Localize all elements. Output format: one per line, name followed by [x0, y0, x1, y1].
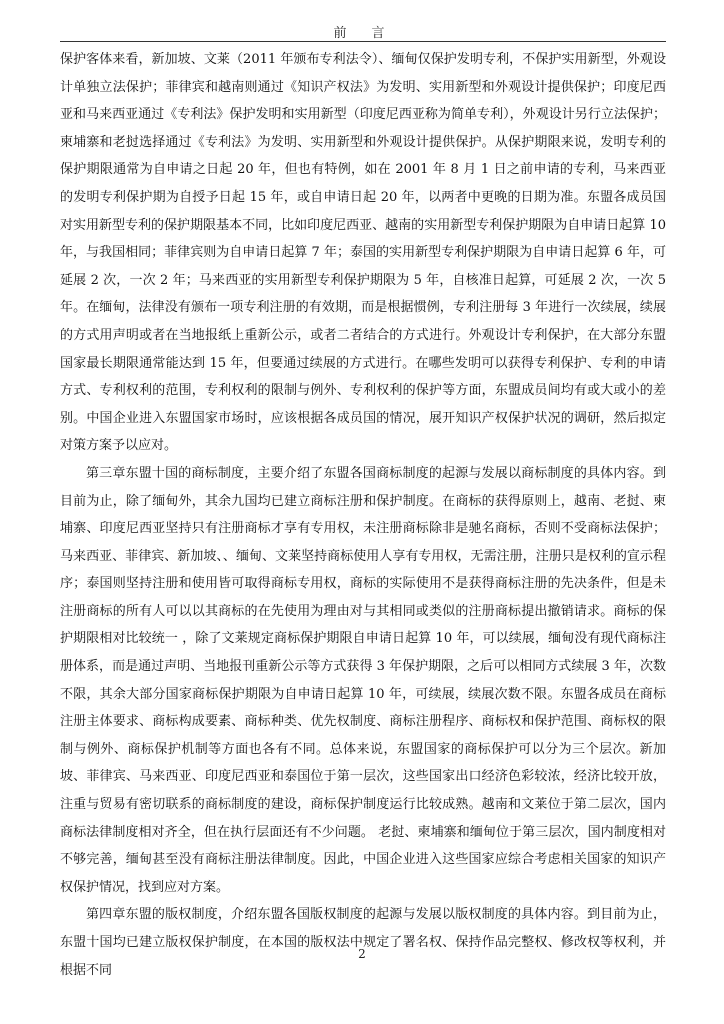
running-header: 前 言 — [333, 26, 391, 41]
page-number: 2 — [358, 947, 366, 961]
paragraph-chapter-4-copyright: 第四章东盟的版权制度，介绍东盟各国版权制度的起源与发展以版权制度的具体内容。到目前为止，东盟十国均已建立版权保护制度，在本国的版权法中规定了署名权、保持作品完整权、修改权等权利，并根据不同 — [60, 907, 666, 978]
paragraph-patent-continued: 保护客体来看，新加坡、文莱（2011 年颁布专利法令）、缅甸仅保护发明专利，不保护实用新型，外观设计单独立法保护；菲律宾和越南则通过《知识产权法》为发明、实用新型和外观设计提供保护；印度尼西亚和马来西亚通过《专利法》保护发明和实用新型（印度尼西亚称为简单专利），外观设计另行立法保护；柬埔寨和老挝选择通过《专利法》为发明、实用新型和外观设计提供保护。从保护期限来说，发明专利的保护期限通常为自申请之日起 20 年，但也有特例，如在 2001 年 8 月 1 日之前申请的专利，马来西亚的发明专利保护期为自授予日起 15 年，或自申请日起 20 年，以两者中更晚的日期为准。东盟各成员国对实用新型专利的保护期限基本不同，比如印度尼西亚、越南的实用新型专利保护期限为自申请日起算 10 年，与我国相同；菲律宾则为自申请日起算 7 年；泰国的实用新型专利保护期限为自申请日起算 6 年，可延展 2 次，一次 2 年；马来西亚的实用新型专利保护期限为 5 年，自核准日起算，可延展 2 次，一次 5 年。在缅甸，法律没有颁布一项专利注册的有效期，而是根据惯例，专利注册每 3 年进行一次续展，续展的方式用声明或者在当地报纸上重新公示，或者二者结合的方式进行。外观设计专利保护，在大部分东盟国家最长期限通常能达到 15 年，但要通过续展的方式进行。在哪些发明可以获得专利保护、专利的申请方式、专利权利的范围，专利权利的限制与例外、专利权利的保护等方面，东盟成员间均有或大或小的差别。中国企业进入东盟国家市场时，应该根据各成员国的情况，展开知识产权保护状况的调研，然后拟定对策方案予以应对。 — [60, 52, 666, 454]
paragraph-chapter-3-trademark: 第三章东盟十国的商标制度，主要介绍了东盟各国商标制度的起源与发展以商标制度的具体内容。到目前为止，除了缅甸外，其余九国均已建立商标注册和保护制度。在商标的获得原则上，越南、老挝、柬埔寨、印度尼西亚坚持只有注册商标才享有专用权，未注册商标除非是驰名商标，否则不受商标法保护；马来西亚、菲律宾、新加坡、、缅甸、文莱坚持商标使用人享有专用权，无需注册，注册只是权利的宣示程序；泰国则坚持注册和使用皆可取得商标专用权，商标的实际使用不是获得商标注册的先决条件，但是未注册商标的所有人可以以其商标的在先使用为理由对与其相同或类似的注册商标提出撤销请求。商标的保护期限相对比较统一 ，除了文莱规定商标保护期限自申请日起算 10 年，可以续展，缅甸没有现代商标注册体系，而是通过声明、当地报刊重新公示等方式获得 3 年保护期限，之后可以相同方式续展 3 年，次数不限，其余大部分国家商标保护期限为自申请日起算 10 年，可续展，续展次数不限。东盟各成员在商标注册主体要求、商标构成要素、商标种类、优先权制度、商标注册程序、商标权和保护范围、商标权的限制与例外、商标保护机制等方面也各有不同。总体来说，东盟国家的商标保护可以分为三个层次。新加坡、菲律宾、马来西亚、印度尼西亚和泰国位于第一层次，这些国家出口经济色彩较浓，经济比较开放，注重与贸易有密切联系的商标制度的建设，商标保护制度运行比较成熟。越南和文莱位于第二层次，国内商标法律制度相对齐全，但在执行层面还有不少问题。 老挝、柬埔寨和缅甸位于第三层次，国内制度相对不够完善，缅甸甚至没有商标注册法律制度。因此，中国企业进入这些国家应综合考虑相关国家的知识产权保护情况，找到应对方案。 — [60, 465, 666, 895]
body-text — [60, 46, 666, 984]
header-rule — [60, 41, 666, 42]
